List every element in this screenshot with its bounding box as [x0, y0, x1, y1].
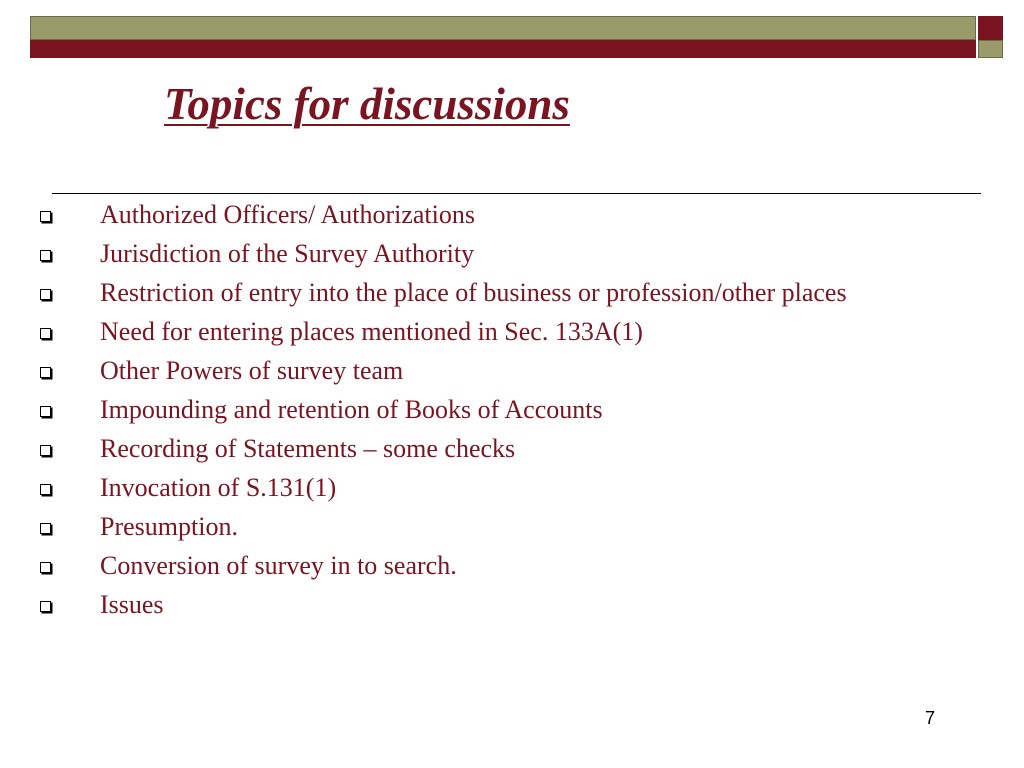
topic-text: Conversion of survey in to search. [100, 551, 457, 580]
header-decoration-bar [30, 16, 976, 58]
hollow-square-bullet-icon [40, 406, 51, 417]
slide-number: 7 [925, 708, 936, 728]
topic-list [38, 199, 982, 628]
topic-item [38, 550, 982, 581]
topic-text: Recording of Statements – some checks [100, 434, 516, 463]
hollow-square-bullet-icon [40, 523, 51, 534]
topic-text: Presumption. [100, 512, 238, 541]
hollow-square-bullet-icon [40, 562, 51, 573]
topic-item [38, 355, 982, 386]
topic-text: Jurisdiction of the Survey Authority [100, 239, 475, 268]
hollow-square-bullet-icon [40, 601, 51, 612]
topic-item [38, 511, 982, 542]
topic-item [38, 277, 982, 308]
hollow-square-bullet-icon [40, 250, 51, 261]
corner-maroon-square [978, 16, 1003, 40]
topic-item [38, 199, 982, 230]
slide-title: Topics for discussions [164, 79, 570, 129]
hollow-square-bullet-icon [40, 367, 51, 378]
topic-text: Impounding and retention of Books of Accounts [100, 395, 603, 424]
topic-item [38, 589, 982, 620]
corner-olive-square [978, 40, 1003, 58]
header-maroon-stripe [30, 40, 976, 58]
topic-text: Issues [100, 590, 164, 619]
hollow-square-bullet-icon [40, 445, 51, 456]
topic-item [38, 316, 982, 347]
topic-text: Other Powers of survey team [100, 356, 404, 385]
topic-text: Invocation of S.131(1) [100, 473, 337, 502]
topic-text: Authorized Officers/ Authorizations [100, 200, 475, 229]
topic-text: Need for entering places mentioned in Sec. 133A(1) [100, 317, 643, 346]
topic-text: Restriction of entry into the place of business or profession/other places [100, 278, 847, 307]
topic-item [38, 472, 982, 503]
topic-item [38, 433, 982, 464]
hollow-square-bullet-icon [40, 211, 51, 222]
hollow-square-bullet-icon [40, 289, 51, 300]
hollow-square-bullet-icon [40, 328, 51, 339]
topic-item [38, 394, 982, 425]
title-divider [52, 193, 981, 194]
header-olive-stripe [30, 16, 976, 40]
topic-item [38, 238, 982, 269]
hollow-square-bullet-icon [40, 484, 51, 495]
